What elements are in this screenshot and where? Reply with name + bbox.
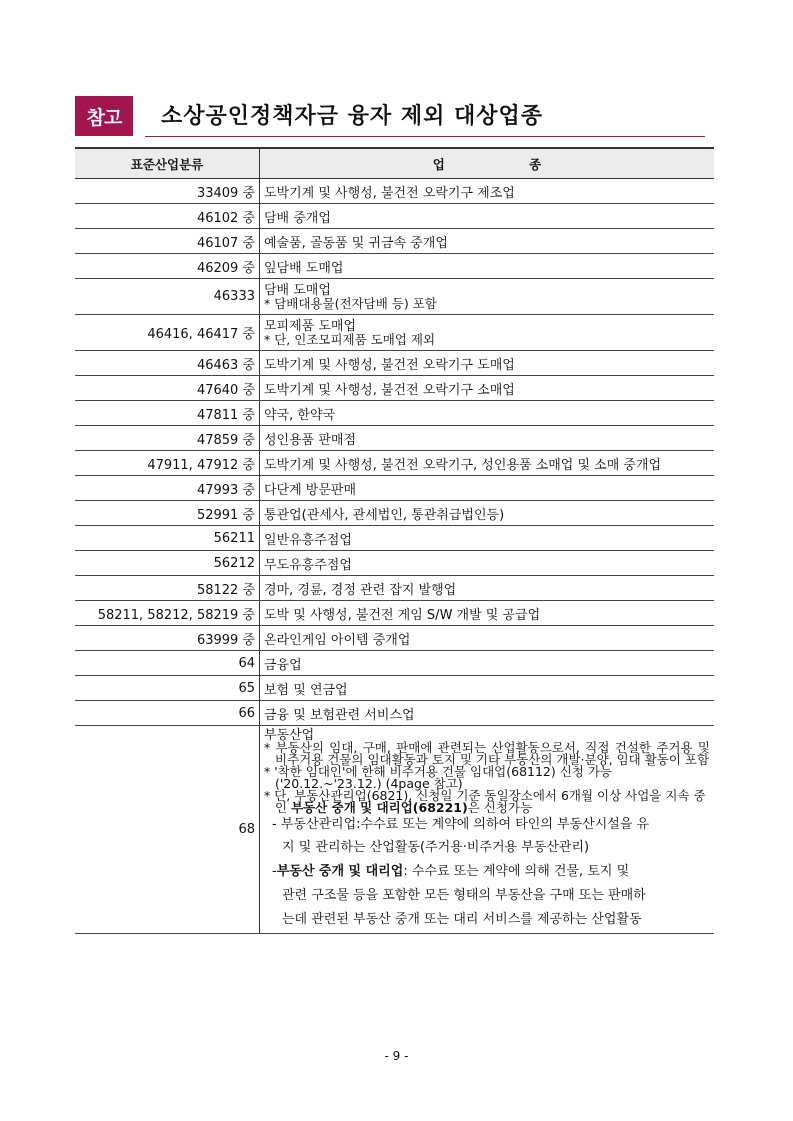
table-row <box>75 179 714 204</box>
page-title: 소상공인정책자금 융자 제외 대상업종 <box>161 104 544 129</box>
industry-code: 47811 중 <box>75 401 260 426</box>
table-row <box>75 376 714 401</box>
industry-description: 통관업(관세사, 관세법인, 통관취급법인등) <box>260 501 715 526</box>
table-row <box>75 451 714 476</box>
industry-description: 온라인게임 아이템 중개업 <box>260 626 715 651</box>
sub-item-text: - <box>272 864 277 879</box>
reference-badge: 참고 <box>75 96 133 136</box>
table-row <box>75 726 714 934</box>
industry-code: 58211, 58212, 58219 중 <box>75 601 260 626</box>
industry-code: 46102 중 <box>75 204 260 229</box>
table-row <box>75 651 714 676</box>
industry-description: 성인용품 판매점 <box>260 426 715 451</box>
industry-code: 52991 중 <box>75 501 260 526</box>
sub-item-text: : 수수료 또는 계약에 의해 건물, 토지 및 <box>403 864 630 879</box>
section-header <box>75 96 715 138</box>
industry-description: 약국, 한약국 <box>260 401 715 426</box>
industry-description: 일반유흥주점업 <box>260 526 715 551</box>
industry-description: 담배 중개업 <box>260 204 715 229</box>
table-row <box>75 701 714 726</box>
industry-code: 47859 중 <box>75 426 260 451</box>
industry-description <box>260 279 715 315</box>
note-text: 은 신청가능 <box>467 800 533 815</box>
table-row <box>75 279 714 315</box>
industry-code: 46209 중 <box>75 254 260 279</box>
industry-description: 경마, 경륜, 경정 관련 잡지 발행업 <box>260 576 715 601</box>
industry-code: 56211 <box>75 526 260 551</box>
industry-code: 66 <box>75 701 260 726</box>
note-emphasis: 부동산 중개 및 대리업(68221) <box>291 800 468 815</box>
industry-description: 보험 및 연금업 <box>260 676 715 701</box>
industry-code: 64 <box>75 651 260 676</box>
table-header-row <box>75 148 714 179</box>
sub-item: 지 및 관리하는 산업활동(주거용·비주거용 부동산관리) <box>282 840 590 855</box>
description-note: * 부동산의 임대, 구매, 판매에 관련되는 산업활동으로서, 직접 건설한 주거용 및 비주거용 건물의 임대활동과 토지 및 기타 부동산의 개발·분양, 임대 활동이 포함 <box>264 740 710 767</box>
description-note: * 단, 인조모피제품 도매업 제외 <box>264 331 436 347</box>
table-row <box>75 401 714 426</box>
industry-code: 68 <box>75 726 260 934</box>
description-main: 부동산업 <box>264 728 315 743</box>
sub-item-emphasis: 부동산 중개 및 대리업 <box>276 864 404 879</box>
industry-code: 46107 중 <box>75 229 260 254</box>
industry-code: 58122 중 <box>75 576 260 601</box>
table-row <box>75 426 714 451</box>
industry-description: 도박 및 사행성, 불건전 게임 S/W 개발 및 공급업 <box>260 601 715 626</box>
table-row <box>75 229 714 254</box>
table-row <box>75 576 714 601</box>
industry-code: 46416, 46417 중 <box>75 315 260 351</box>
excluded-industries-table <box>75 147 714 934</box>
industry-description: 잎담배 도매업 <box>260 254 715 279</box>
table-row <box>75 351 714 376</box>
description-note <box>264 790 710 814</box>
table-row <box>75 626 714 651</box>
industry-description <box>260 726 715 934</box>
table-row <box>75 315 714 351</box>
table-row <box>75 526 714 551</box>
industry-code: 33409 중 <box>75 179 260 204</box>
industry-description: 도박기계 및 사행성, 불건전 오락기구 소매업 <box>260 376 715 401</box>
industry-description: 예술품, 골동품 및 귀금속 중개업 <box>260 229 715 254</box>
sub-item: 관련 구조물 등을 포함한 모든 형태의 부동산을 구매 또는 판매하 <box>282 888 646 903</box>
table-row <box>75 501 714 526</box>
description-note: * 담배대용물(전자담배 등) 포함 <box>264 295 437 311</box>
industry-description: 도박기계 및 사행성, 불건전 오락기구 도매업 <box>260 351 715 376</box>
page-number: - 9 - <box>384 1049 409 1063</box>
industry-code: 46333 <box>75 279 260 315</box>
industry-code: 63999 중 <box>75 626 260 651</box>
header-industry: 업 종 <box>260 148 715 179</box>
industry-description: 도박기계 및 사행성, 불건전 오락기구, 성인용품 소매업 및 소매 중개업 <box>260 451 715 476</box>
sub-item: 는데 관련된 부동산 중개 또는 대리 서비스를 제공하는 산업활동 <box>282 912 642 927</box>
industry-code: 47993 중 <box>75 476 260 501</box>
industry-description: 금융업 <box>260 651 715 676</box>
table-row <box>75 676 714 701</box>
industry-description: 다단계 방문판매 <box>260 476 715 501</box>
table-row <box>75 204 714 229</box>
industry-code: 46463 중 <box>75 351 260 376</box>
table-row <box>75 254 714 279</box>
industry-code: 47640 중 <box>75 376 260 401</box>
description-main: 모피제품 도매업 <box>264 318 357 334</box>
description-note: * '착한 임대인'에 한해 비주거용 건물 임대업(68112) 신청 가능 ('20.12.~'23.12.) (4page 참고) <box>264 764 613 791</box>
industry-code: 47911, 47912 중 <box>75 451 260 476</box>
description-main: 담배 도매업 <box>264 282 331 298</box>
sub-item <box>264 860 710 884</box>
title-underline <box>145 136 705 137</box>
industry-description <box>260 315 715 351</box>
table-row <box>75 551 714 576</box>
table-row <box>75 476 714 501</box>
industry-code: 56212 <box>75 551 260 576</box>
note-text: * 단, 부동산관리업(6821), 신청일 기준 동일장소에서 6개월 이상 사업을 지속 중인 <box>264 788 706 815</box>
industry-description: 무도유흥주점업 <box>260 551 715 576</box>
header-classification: 표준산업분류 <box>75 148 260 179</box>
sub-item: - 부동산관리업:수수료 또는 계약에 의하여 타인의 부동산시설을 유 <box>272 817 650 832</box>
industry-description: 금융 및 보험관련 서비스업 <box>260 701 715 726</box>
industry-description: 도박기계 및 사행성, 불건전 오락기구 제조업 <box>260 179 715 204</box>
industry-code: 65 <box>75 676 260 701</box>
table-row <box>75 601 714 626</box>
